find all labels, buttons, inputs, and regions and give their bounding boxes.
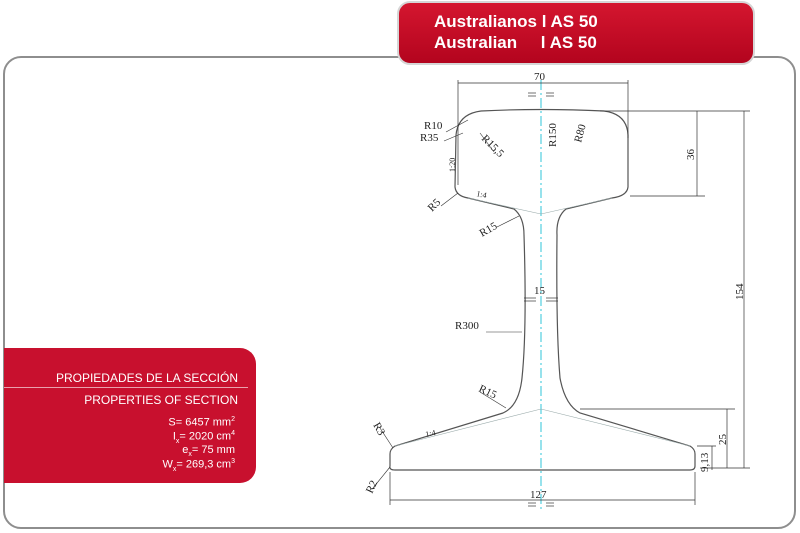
radius-r15-bottom: R15 [476, 382, 499, 402]
base-fillet-guide-right [541, 409, 690, 446]
properties-panel [4, 348, 256, 483]
dim-total-height-label: 154 [734, 283, 746, 300]
slope-head-side: 1:20 [448, 157, 457, 172]
dim-web-label: 15 [534, 285, 545, 297]
radius-r10: R10 [424, 120, 443, 132]
properties-divider [4, 387, 248, 388]
dim-base-height-label: 25 [717, 434, 729, 445]
head-fillet-guide-left [468, 198, 541, 214]
head-fillet-guide-right [541, 198, 612, 214]
radius-r80: R80 [572, 122, 589, 144]
dim-base-width-label: 127 [530, 489, 547, 501]
radius-r5: R5 [425, 196, 444, 215]
property-section-modulus: $W_x= 269,3$ $cm^3$ [162, 458, 235, 473]
dim-head-width [458, 80, 628, 185]
slope-base: 1:4 [424, 428, 437, 439]
radius-r150: R150 [547, 123, 559, 147]
properties-heading-en: PROPERTIES OF SECTION [84, 393, 238, 407]
slope-head-under: 1:4 [475, 189, 488, 201]
radius-r2: R2 [363, 478, 381, 496]
title-english: Australian l AS 50 [434, 33, 597, 52]
dim-head-height-label: 36 [685, 149, 697, 160]
dim-head-width-label: 70 [534, 71, 545, 83]
property-area: S= 6457 $mm^2$ [168, 416, 235, 429]
title-spanish: Australianos l AS 50 [434, 12, 598, 31]
radius-r35: R35 [420, 132, 439, 144]
property-inertia: $I_x= 2020$ $cm^4$ [172, 430, 235, 445]
radius-r15-top: R15 [477, 220, 500, 240]
radius-r300: R300 [455, 320, 479, 332]
properties-heading-es: PROPIEDADES DE LA SECCIÓN [55, 371, 238, 385]
radius-r3: R3 [370, 420, 388, 438]
dim-base-edge-label: 9,13 [699, 452, 711, 472]
property-centroid: $e_x= 75$ mm [182, 444, 235, 459]
base-fillet-guide-left [395, 409, 541, 446]
radius-r15-5: R15,5 [478, 132, 507, 160]
